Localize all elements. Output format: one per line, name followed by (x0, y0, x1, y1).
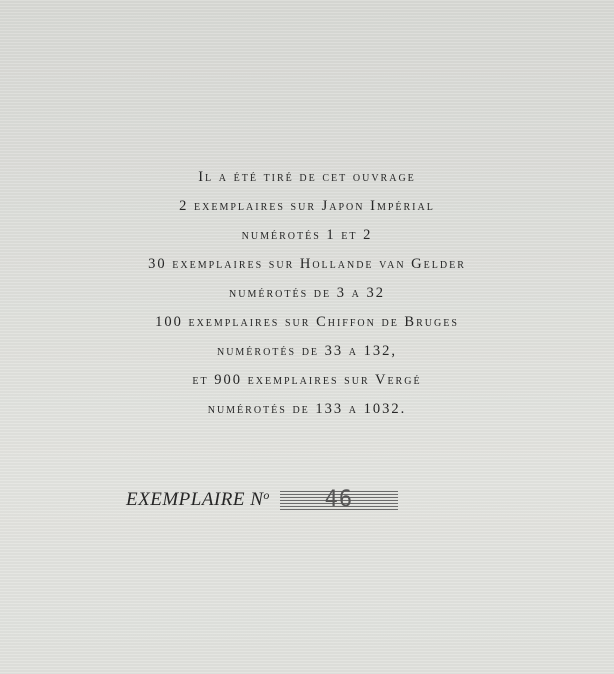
copy-number-value: 46 (324, 486, 354, 512)
limitation-statement (0, 163, 614, 424)
copy-number-line (126, 488, 398, 518)
copy-number-label-text: EXEMPLAIRE N (126, 489, 264, 510)
statement-line-hollande: 30 exemplaires sur Hollande van Gelder (148, 256, 466, 272)
statement-line-japon: 2 exemplaires sur Japon Impérial (179, 198, 435, 214)
statement-line-hollande-numbers: numérotés de 3 a 32 (229, 285, 385, 301)
statement-line-intro: Il a été tiré de cet ouvrage (198, 169, 416, 185)
statement-line-verge-numbers: numérotés de 133 a 1032. (207, 401, 407, 417)
copy-number-field (280, 486, 398, 512)
statement-line-verge: et 900 exemplaires sur Vergé (192, 372, 422, 388)
copy-number-label (126, 488, 270, 511)
statement-line-japon-numbers: numérotés 1 et 2 (241, 227, 373, 243)
statement-line-chiffon-numbers: numérotés de 33 a 132, (216, 343, 398, 359)
copy-number-label-superscript: o (263, 488, 270, 502)
statement-line-chiffon: 100 exemplaires sur Chiffon de Bruges (155, 314, 459, 330)
